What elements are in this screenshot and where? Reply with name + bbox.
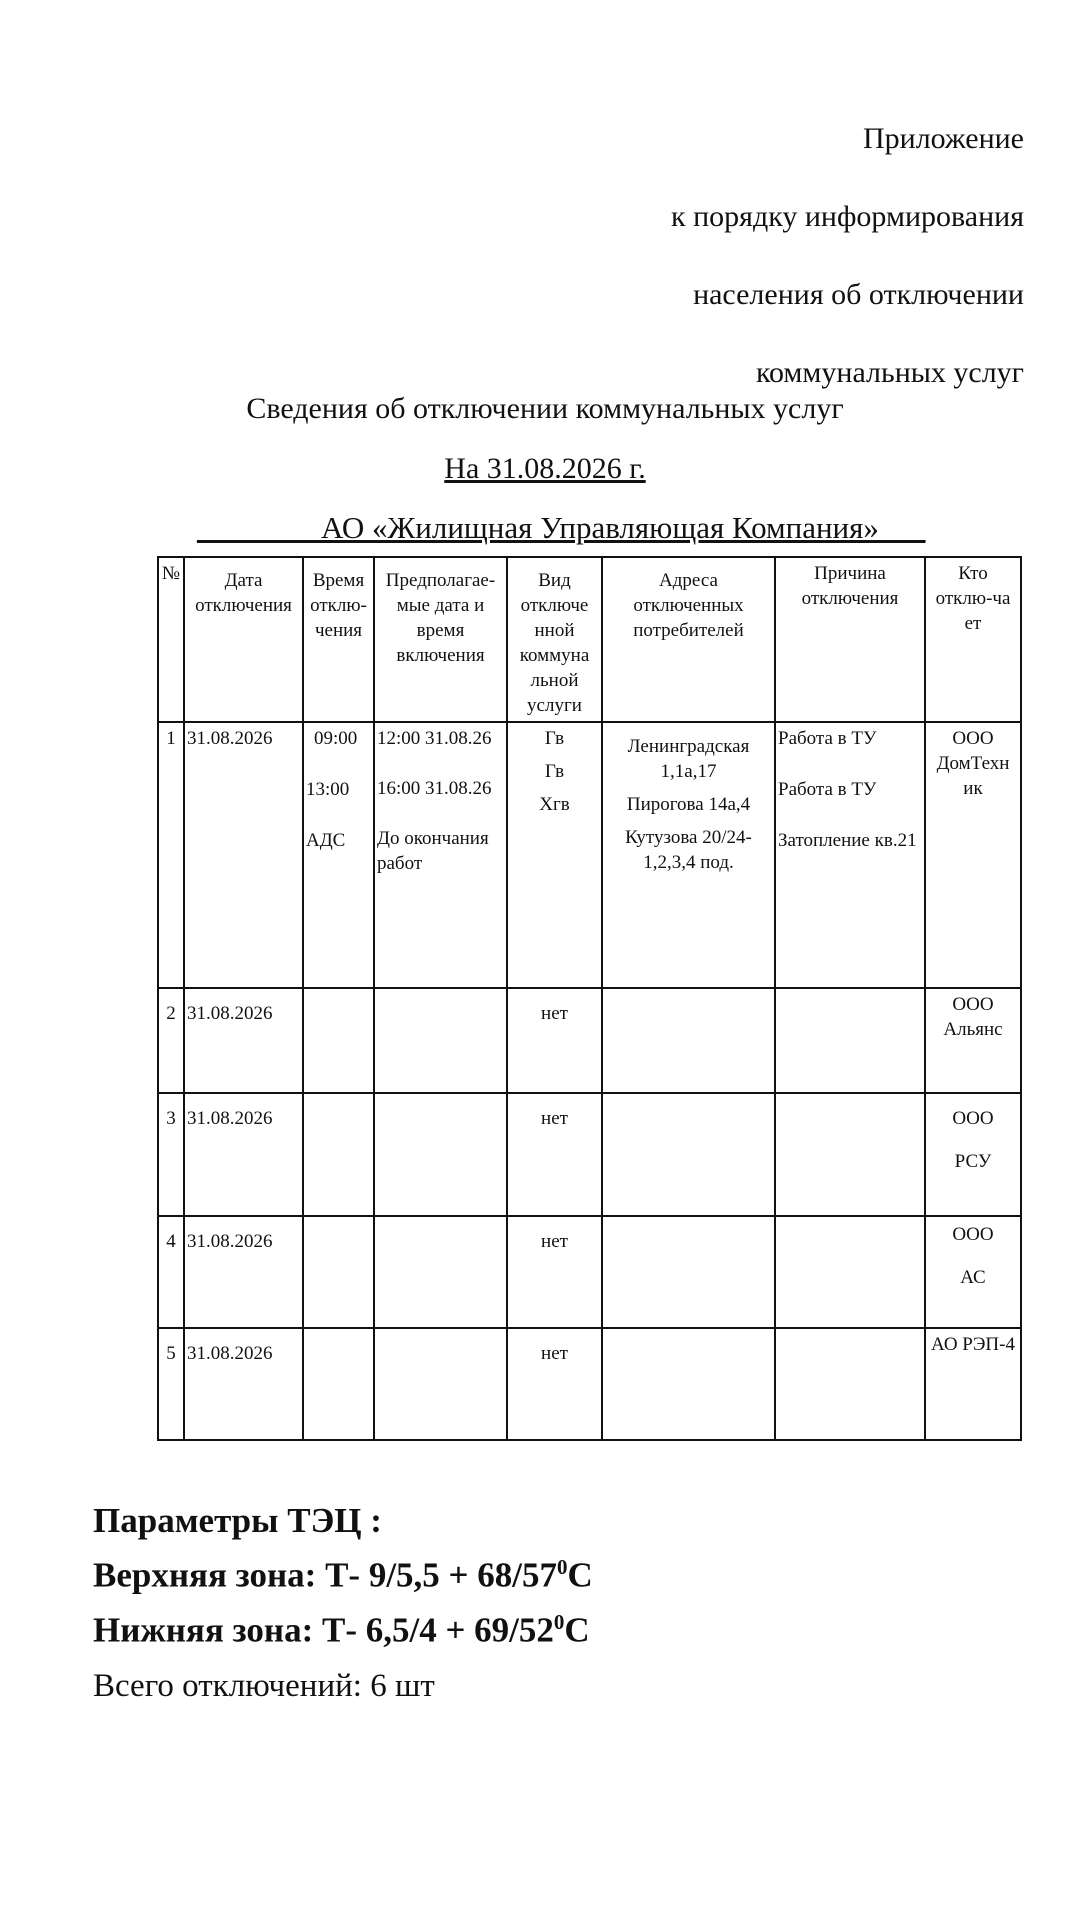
cell-who: АО РЭП-4 (925, 1328, 1021, 1440)
cell-time (303, 1093, 374, 1216)
header-restore: Предполагае-мые дата и время включения (374, 557, 507, 722)
cell-restore (374, 722, 507, 988)
cell-date: 31.08.2026 (184, 1328, 303, 1440)
cell-reason (775, 1328, 925, 1440)
address-value: Ленинградская 1,1а,17 (627, 736, 750, 782)
service-value: Гв (544, 761, 565, 782)
appendix-line: коммунальных услуг (755, 356, 1024, 389)
reason-value: Работа в ТУ (778, 779, 877, 800)
time-value: 09:00 (314, 728, 358, 749)
params-upper-zone (93, 1544, 593, 1599)
lower-zone-text: Нижняя зона: Т- 6,5/4 + 69/52 (93, 1610, 554, 1650)
table-row (158, 1093, 1021, 1216)
cell-reason (775, 1216, 925, 1328)
cell-restore (374, 1328, 507, 1440)
cell-time (303, 1216, 374, 1328)
cell-date: 31.08.2026 (184, 722, 303, 988)
cell-address (602, 988, 775, 1093)
cell-num: 4 (158, 1216, 184, 1328)
restore-value: 12:00 31.08.26 (377, 728, 492, 749)
cell-service: нет (507, 1328, 602, 1440)
cell-time (303, 722, 374, 988)
header-num: № (158, 557, 184, 722)
time-value: 13:00 (306, 779, 350, 800)
time-value: АДС (306, 830, 346, 851)
who-value: ООО (952, 1224, 994, 1245)
upper-degree: 0 (556, 1555, 568, 1579)
cell-service: нет (507, 1093, 602, 1216)
params-lower-zone (93, 1599, 593, 1654)
cell-address (602, 722, 775, 988)
table-row (158, 722, 1021, 988)
header-address: Адреса отключенных потребителей (602, 557, 775, 722)
address-value: Кутузова 20/24-1,2,3,4 под. (625, 827, 752, 873)
cell-who: ООО ДомТехн ик (925, 722, 1021, 988)
report-date: На 31.08.2026 г. (444, 452, 646, 485)
cell-address (602, 1216, 775, 1328)
lower-degree: 0 (553, 1609, 565, 1634)
cell-service: нет (507, 988, 602, 1093)
chp-parameters (93, 1498, 593, 1653)
outages-table (157, 556, 1022, 1441)
cell-reason (775, 988, 925, 1093)
cell-address (602, 1093, 775, 1216)
cell-who (925, 1093, 1021, 1216)
appendix-line: населения об отключении (693, 278, 1024, 311)
cell-service (507, 722, 602, 988)
cell-num: 5 (158, 1328, 184, 1440)
header-who: Кто отклю-ча ет (925, 557, 1021, 722)
cell-num: 3 (158, 1093, 184, 1216)
reason-value: Затопление кв.21 (778, 830, 917, 851)
upper-zone-text: Верхняя зона: Т- 9/5,5 + 68/57 (93, 1555, 557, 1595)
address-value: Пирогова 14а,4 (626, 794, 751, 815)
appendix-line: Приложение (862, 122, 1024, 155)
cell-who: ООО Альянс (925, 988, 1021, 1093)
cell-date: 31.08.2026 (184, 988, 303, 1093)
header-reason: Причина отключения (775, 557, 925, 722)
cell-address (602, 1328, 775, 1440)
cell-date: 31.08.2026 (184, 1216, 303, 1328)
cell-date: 31.08.2026 (184, 1093, 303, 1216)
table-row (158, 1216, 1021, 1328)
header-date: Дата отключения (184, 557, 303, 722)
table-row (158, 988, 1021, 1093)
cell-restore (374, 988, 507, 1093)
cell-restore (374, 1093, 507, 1216)
cell-time (303, 988, 374, 1093)
header-time: Время отклю-чения (303, 557, 374, 722)
cell-num: 1 (158, 722, 184, 988)
organization-name: ________АО «Жилищная Управляющая Компания»___ (197, 510, 926, 545)
service-value: Гв (544, 728, 565, 749)
cell-restore (374, 1216, 507, 1328)
cell-reason (775, 722, 925, 988)
upper-unit: С (567, 1555, 593, 1595)
params-heading: Параметры ТЭЦ : (93, 1501, 382, 1540)
document-title: Сведения об отключении коммунальных услуг (246, 392, 844, 425)
cell-num: 2 (158, 988, 184, 1093)
appendix-block (671, 100, 1024, 412)
restore-value: До окончания работ (377, 828, 489, 874)
table-header-row (158, 557, 1021, 722)
cell-time (303, 1328, 374, 1440)
cell-reason (775, 1093, 925, 1216)
who-value: АС (960, 1267, 986, 1288)
total-outages: Всего отключений: 6 шт (93, 1668, 435, 1704)
cell-service: нет (507, 1216, 602, 1328)
cell-who (925, 1216, 1021, 1328)
who-value: ООО (952, 1108, 994, 1129)
table-row (158, 1328, 1021, 1440)
who-value: РСУ (954, 1151, 992, 1172)
appendix-line: к порядку информирования (671, 200, 1024, 233)
reason-value: Работа в ТУ (778, 728, 877, 749)
lower-unit: С (564, 1610, 590, 1650)
restore-value: 16:00 31.08.26 (377, 778, 492, 799)
service-value: Хгв (539, 794, 570, 815)
header-service: Вид отключе нной коммуна льной услуги (507, 557, 602, 722)
